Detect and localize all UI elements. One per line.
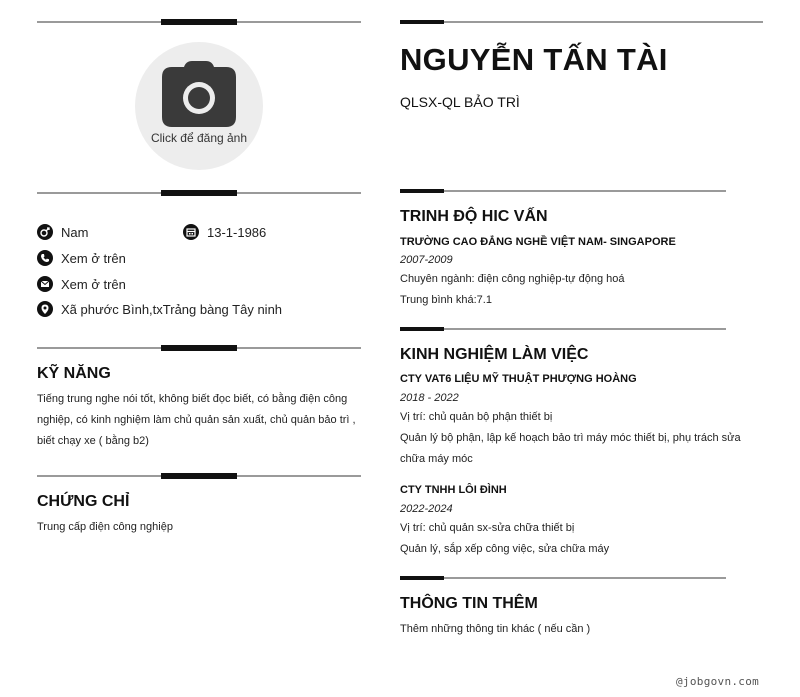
phone-icon	[37, 250, 53, 266]
education-school: TRƯỜNG CAO ĐẲNG NGHỀ VIỆT NAM- SINGAPORE	[400, 236, 676, 248]
certificates-text: Trung cấp điện công nghiệp	[37, 521, 173, 533]
camera-icon	[160, 61, 238, 127]
divider-left-skills	[37, 347, 361, 349]
divider-extra	[400, 577, 726, 579]
watermark: @jobgovn.com	[676, 675, 760, 688]
phone-value: Xem ở trên	[61, 250, 126, 266]
education-grade: Trung bình khá:7.1	[400, 294, 492, 306]
divider-accent	[400, 576, 444, 580]
calendar-icon	[183, 224, 199, 240]
job-1-company: CTY VAT6 LIỆU MỸ THUẬT PHƯỢNG HOÀNG	[400, 373, 637, 385]
divider-experience	[400, 328, 726, 330]
divider-top-left	[37, 21, 361, 23]
divider-accent	[400, 189, 444, 193]
job-1-period: 2018 - 2022	[400, 392, 459, 404]
job-title: QLSX-QL BẢO TRÌ	[400, 94, 520, 110]
email-value: Xem ở trên	[61, 276, 126, 292]
divider-left-contact	[37, 192, 361, 194]
location-pin-icon	[37, 301, 53, 317]
job-2-period: 2022-2024	[400, 503, 453, 515]
divider-accent	[161, 345, 237, 351]
avatar-caption: Click để đăng ảnh	[150, 131, 248, 145]
contact-phone[interactable]	[37, 250, 126, 266]
experience-title: KINH NGHIỆM LÀM VIỆC	[400, 346, 589, 363]
education-period: 2007-2009	[400, 254, 453, 266]
job-1-position: Vị trí: chủ quản bộ phận thiết bị	[400, 411, 553, 423]
divider-accent	[161, 473, 237, 479]
contact-gender	[37, 224, 88, 240]
contact-birthdate	[183, 224, 266, 240]
divider-accent	[400, 20, 444, 24]
email-icon	[37, 276, 53, 292]
divider-left-certificates	[37, 475, 361, 477]
divider-accent	[161, 19, 237, 25]
gender-value: Nam	[61, 224, 89, 240]
address-value: Xã phước Bình,txTrảng bàng Tây ninh	[61, 301, 283, 317]
extra-text: Thêm những thông tin khác ( nếu cần )	[400, 623, 591, 635]
skills-text: Tiếng trung nghe nói tốt, không biết đọc biết, có bằng điện công nghiệp, có kinh nghiệm làm chủ quản sản xuất, chủ quản bảo trì , biết chạy xe ( bằng b2)	[37, 393, 356, 447]
gender-icon	[37, 224, 53, 240]
contact-email[interactable]	[37, 276, 126, 292]
certificates-title: CHỨNG CHỈ	[37, 493, 130, 510]
job-1-description: Quản lý bộ phận, lập kế hoạch bảo trì máy móc thiết bị, phụ trách sửa chữa máy móc	[400, 432, 741, 465]
divider-education	[400, 190, 726, 192]
job-2-position: Vị trí: chủ quản sx-sửa chữa thiết bị	[400, 522, 575, 534]
extra-title: THÔNG TIN THÊM	[400, 595, 538, 612]
contact-address	[37, 301, 282, 317]
divider-top-right	[400, 21, 763, 23]
job-2-description: Quản lý, sắp xếp công việc, sửa chữa máy	[400, 543, 610, 555]
birthdate-value: 13-1-1986	[207, 224, 267, 240]
education-major: Chuyên ngành: điện công nghiệp-tự động hoá	[400, 273, 625, 285]
avatar-upload[interactable]	[135, 42, 263, 170]
candidate-name: NGUYỄN TẤN TÀI	[400, 42, 668, 77]
divider-accent	[400, 327, 444, 331]
job-2-company: CTY TNHH LÔI ĐÌNH	[400, 484, 507, 496]
divider-accent	[161, 190, 237, 196]
education-title: TRINH ĐỘ HIC VẤN	[400, 208, 548, 225]
skills-title: KỸ NĂNG	[37, 365, 111, 382]
